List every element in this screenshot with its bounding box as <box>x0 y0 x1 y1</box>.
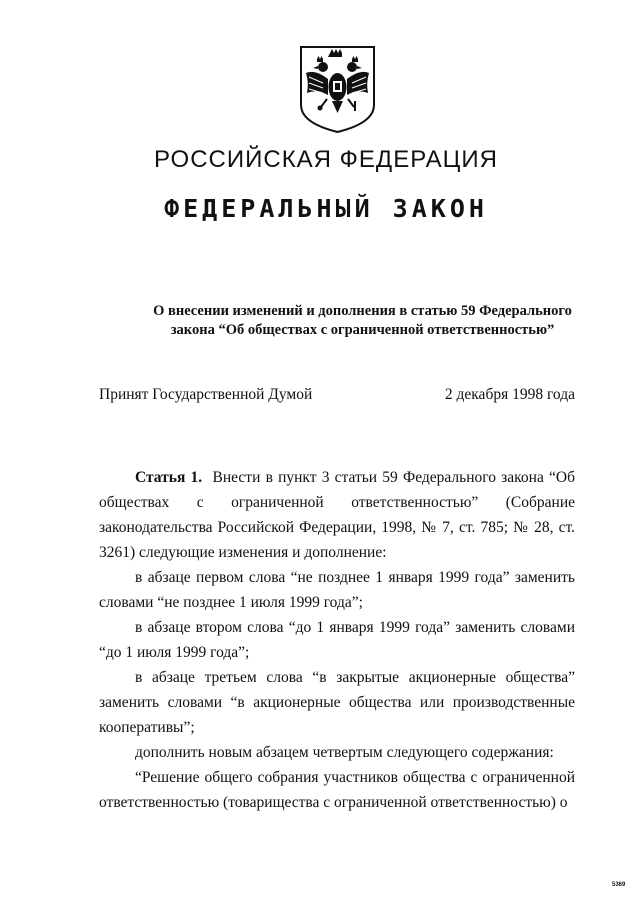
article-body <box>99 465 575 815</box>
adoption-line <box>99 385 575 405</box>
page-mark: 5369 <box>612 882 626 888</box>
article-paragraph: в абзаце третьем слова “в закрытые акционерные общества” заменить словами “в акционерные общества или производственные кооперативы”; <box>99 669 575 736</box>
coat-of-arms-icon <box>297 43 378 135</box>
document-type: ФЕДЕРАЛЬНЫЙ ЗАКОН <box>164 194 488 223</box>
article-paragraph: в абзаце втором слова “до 1 января 1999 года” заменить словами “до 1 июля 1999 года”; <box>99 619 575 661</box>
article-label: Статья 1. <box>135 469 203 486</box>
country-name: РОССИЙСКАЯ ФЕДЕРАЦИЯ <box>154 146 498 173</box>
article-intro-paragraph <box>99 465 575 565</box>
adoption-date: 2 декабря 1998 года <box>444 386 575 403</box>
article-paragraph: в абзаце первом слова “не позднее 1 января 1999 года” заменить словами “не позднее 1 июля 1999 года”; <box>99 569 575 611</box>
law-title-line-2: закона “Об обществах с ограниченной ответственностью” <box>170 322 555 338</box>
article-paragraph: дополнить новым абзацем четвертым следующего содержания: <box>135 744 554 761</box>
law-title <box>150 302 575 340</box>
law-title-line-1: О внесении изменений и дополнения в статью 59 Федерального <box>153 303 572 319</box>
article-paragraph: “Решение общего собрания участников общества с ограниченной ответственностью (товарищества с ограниченной ответственностью) о <box>99 769 575 811</box>
article-intro-text: Внести в пункт 3 статьи 59 Федерального закона “Об обществах с ограниченной ответственностью” (Собрание законодательства Российской Федерации, 1998, № 7, ст. 785; № 28, ст. 3261) следующие изменения и дополнение: <box>99 469 575 561</box>
adopted-by: Принят Государственной Думой <box>99 386 313 403</box>
